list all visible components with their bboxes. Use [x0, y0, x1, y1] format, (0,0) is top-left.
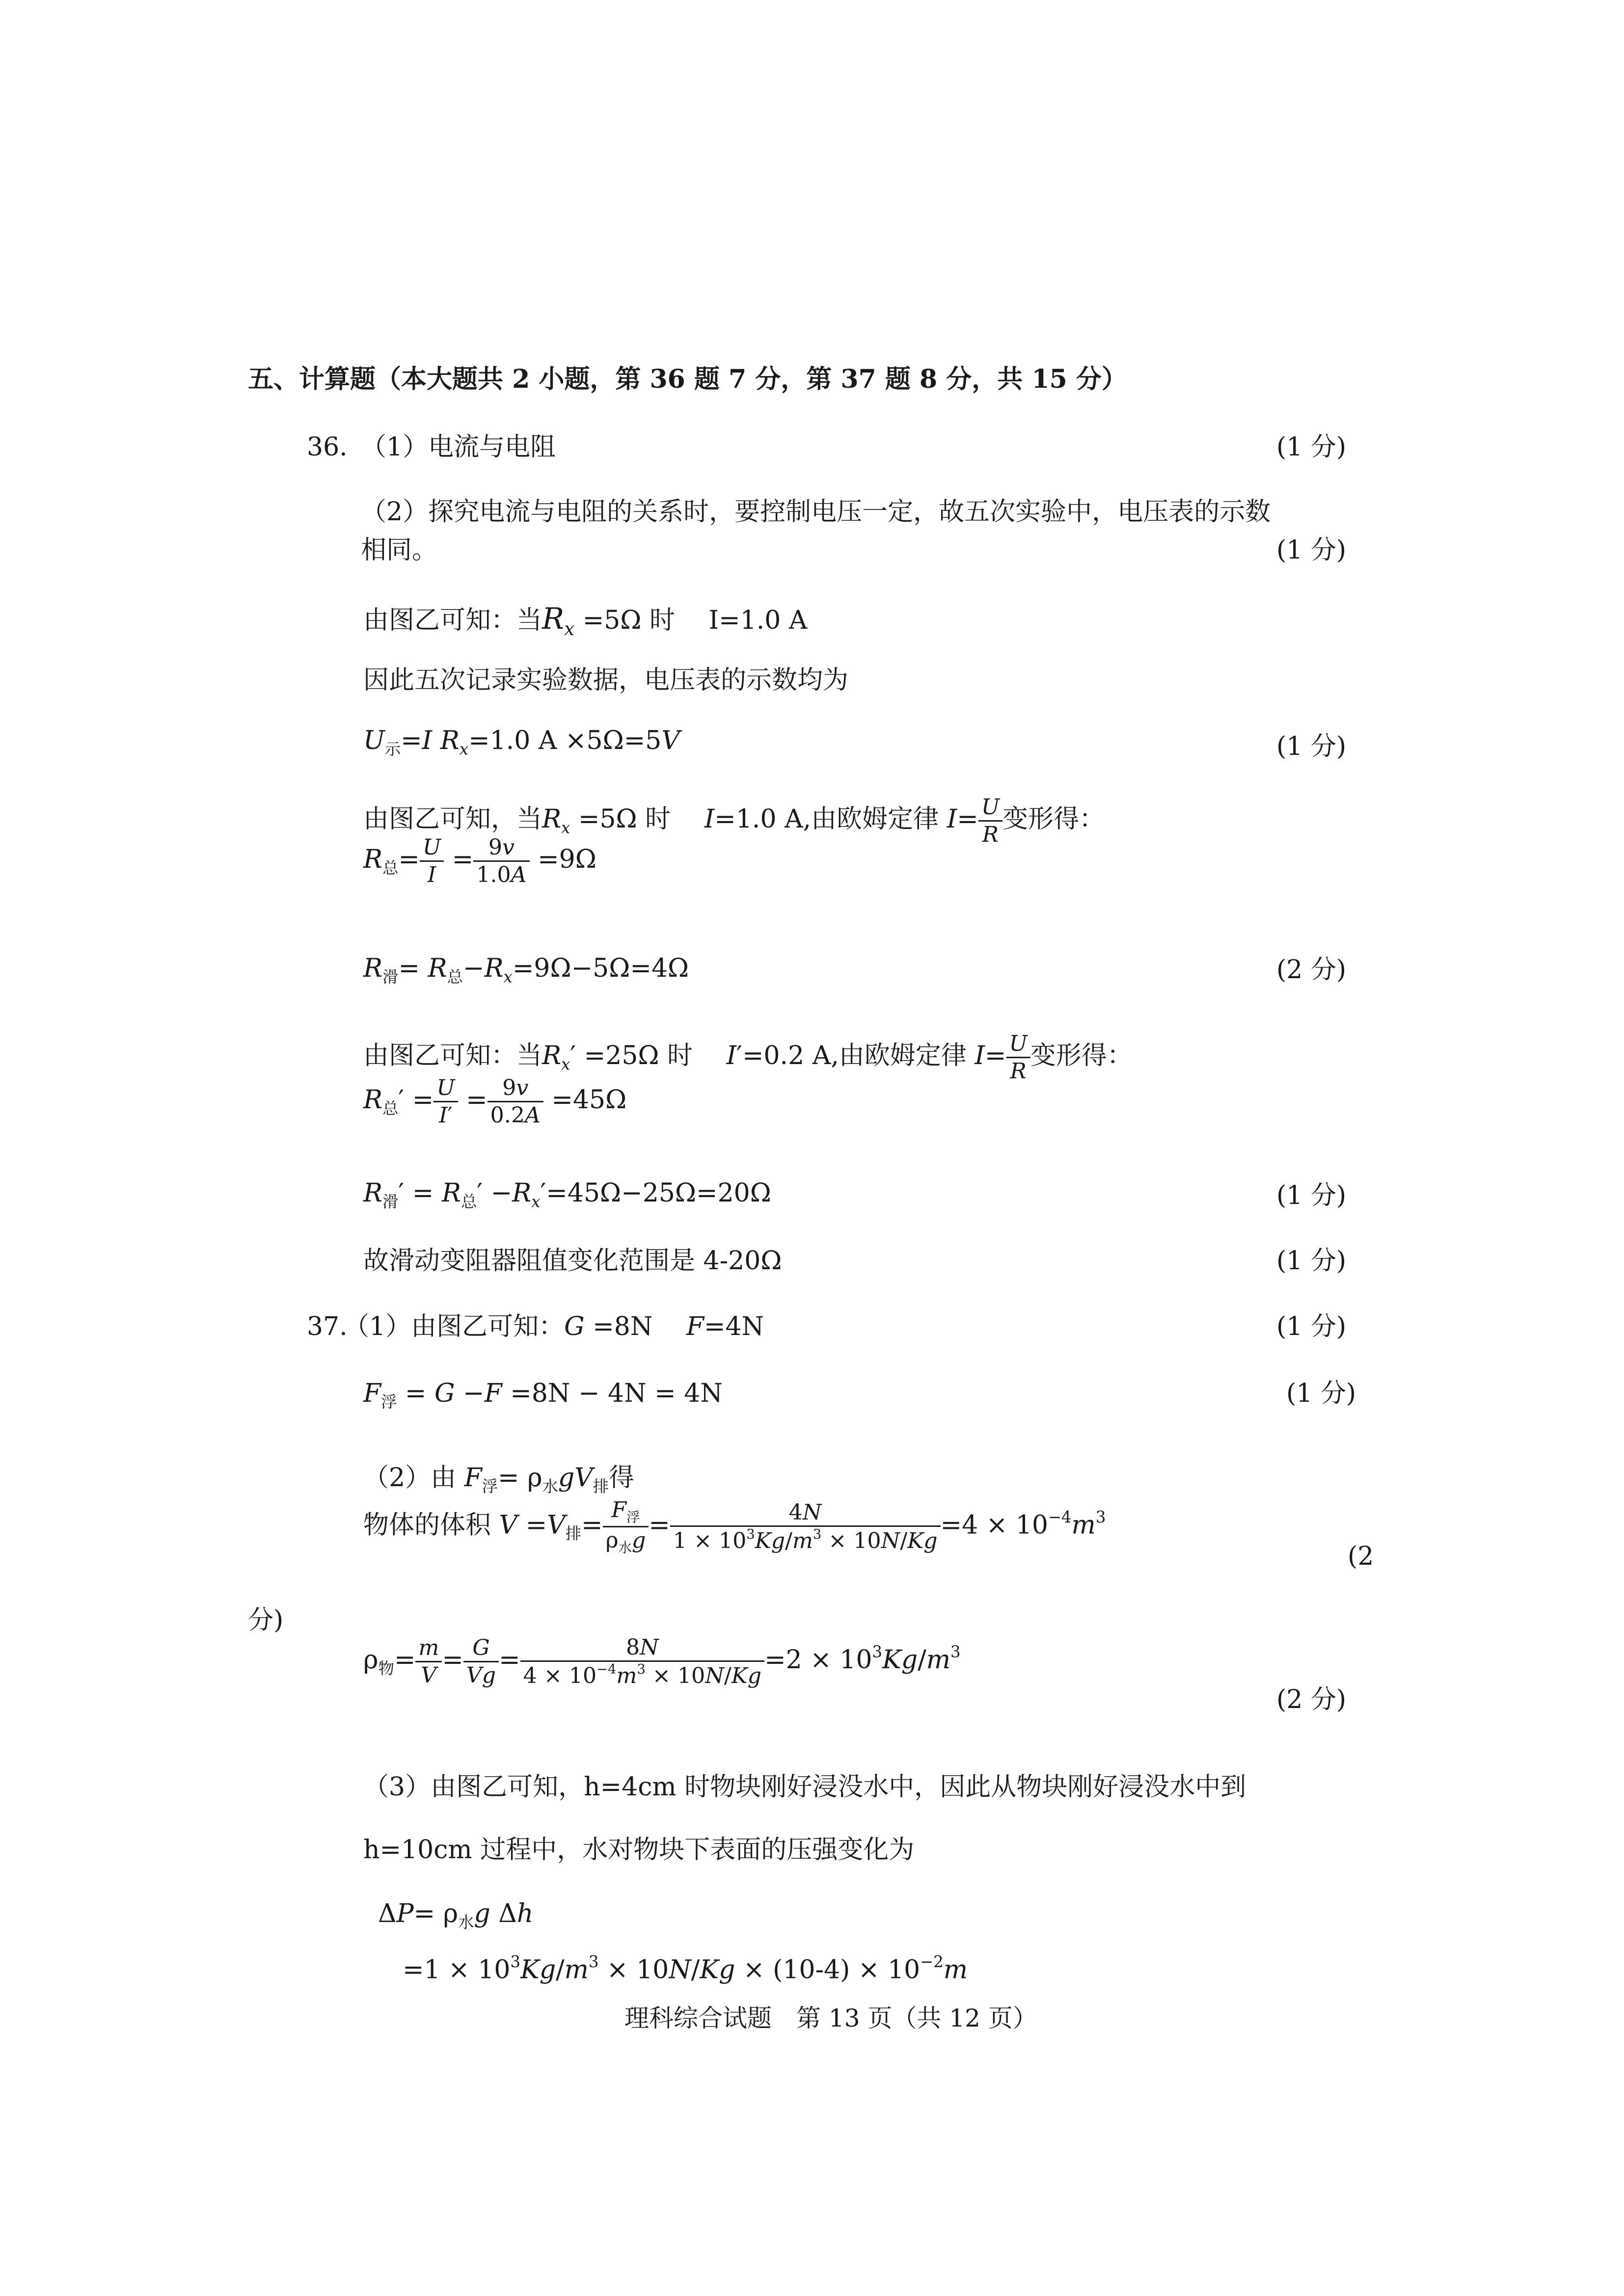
- section-title: 五、计算题（本大题共 2 小题，第 36 题 7 分，第 37 题 8 分，共 15 分）: [248, 364, 1127, 394]
- q37-eq-dp1: $\Delta P= \rho_水g$ Δh: [378, 1899, 534, 1932]
- q36-fig2-line: 由图乙可知，当$R_x =5\Omega$ 时 I=1.0 A,由欧姆定律 I= $\frac{U}{R}$ 变形得：: [363, 795, 1105, 848]
- q37-eq-density: $\rho_物=$ $\frac{m}{V}$ = $\frac{G}{Vg}$ = $\frac{8N}{4 \times 10^{-4}m^3 \times 10N/Kg}$ $=2 \times 10^3Kg/m^3$: [363, 1635, 961, 1689]
- q36-eq-u-score: (1 分): [1276, 732, 1347, 761]
- q36-eq-rslide: $R_滑= R_总-R_x=9\Omega-5\Omega=4\Omega$: [363, 954, 689, 987]
- q37-part1: （1）由图乙可知：G =8N F=4N: [344, 1312, 764, 1341]
- q36-conclusion: 故滑动变阻器阻值变化范围是 4-20Ω: [363, 1246, 782, 1276]
- q36-part1: （1）电流与电阻: [361, 432, 556, 462]
- q36-number: 36.: [307, 432, 348, 462]
- q36-part2-score: (1 分): [1276, 535, 1347, 565]
- q37-eq-volume-score-a: (2: [1348, 1542, 1374, 1571]
- q37-number: 37.: [307, 1312, 348, 1341]
- q36-record-line: 因此五次记录实验数据，电压表的示数均为: [363, 666, 849, 695]
- q36-eq-rslide2: $R_滑' = R_总' -R_x'=45\Omega-25\Omega=20\Omega$: [363, 1178, 771, 1211]
- q36-fig1-line: 由图乙可知：当$R_x =5\Omega$ 时 I=1.0 A: [363, 602, 808, 640]
- q36-eq-rslide2-score: (1 分): [1276, 1181, 1347, 1210]
- q36-conclusion-score: (1 分): [1276, 1246, 1347, 1276]
- q36-eq-rslide-score: (2 分): [1276, 955, 1347, 985]
- q37-eq-density-score: (2 分): [1276, 1685, 1347, 1714]
- q37-eq-volume-score-b: 分): [248, 1605, 284, 1635]
- q37-part3-line2: h=10cm 过程中，水对物块下表面的压强变化为: [363, 1835, 915, 1865]
- q37-part1-score: (1 分): [1276, 1312, 1347, 1341]
- q37-eq-ffloat-score: (1 分): [1286, 1379, 1356, 1408]
- q36-eq-u: $U_示=I$ $R_x=1.0$ A ×5Ω=5V: [363, 726, 680, 759]
- q36-part2-line2: 相同。: [361, 535, 438, 565]
- q36-fig3-line: 由图乙可知：当$R_x' =25\Omega$ 时 I′=0.2 A,由欧姆定律 I= $\frac{U}{R}$ 变形得：: [363, 1031, 1133, 1084]
- q37-part2: （2）由 $F_浮= \rho_水gV_排$得: [363, 1463, 635, 1496]
- q37-eq-ffloat: $F_浮 = G -F =8N - 4N = 4N$: [363, 1379, 723, 1412]
- q37-eq-volume: 物体的体积 $V =V_排=$ $\frac{F_浮}{\rho_水g}$ = $\frac{4N}{1 \times 10^3Kg/m^3 \times 10N/Kg}$ $=4 \times 10^{-4}m^3$: [363, 1497, 1106, 1556]
- q37-eq-dp2: $=1 \times 10^3Kg/m^3 \times 10N/Kg \times (10-4) \times 10^{-2}m$: [403, 1952, 968, 1985]
- q36-part2-line1: （2）探究电流与电阻的关系时，要控制电压一定，故五次实验中，电压表的示数: [361, 497, 1271, 527]
- q36-eq-rtotal: $R_总=$ $\frac{U}{I}$ = $\frac{9v}{1.0A}$ =9Ω: [363, 835, 596, 888]
- q37-part3-line1: （3）由图乙可知，h=4cm 时物块刚好浸没水中，因此从物块刚好浸没水中到: [363, 1772, 1246, 1802]
- page-footer: 理科综合试题 第 13 页（共 12 页）: [624, 2004, 1037, 2032]
- q36-part1-score: (1 分): [1276, 432, 1347, 462]
- q36-eq-rtotal2: $R_总'$ = $\frac{U}{I'}$ = $\frac{9v}{0.2A}$ =45Ω: [363, 1075, 627, 1128]
